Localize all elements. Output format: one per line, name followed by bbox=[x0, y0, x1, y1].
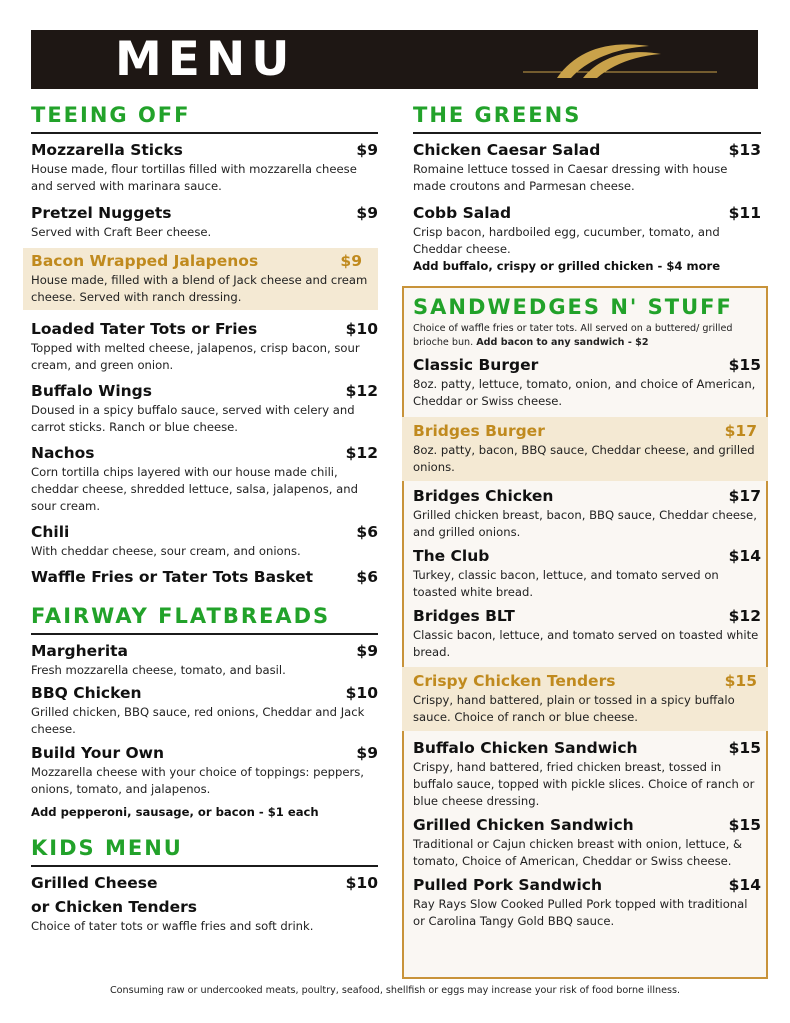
item-name: Bridges BLT bbox=[413, 607, 515, 625]
item-name: BBQ Chicken bbox=[31, 684, 142, 702]
item-price: $9 bbox=[356, 642, 378, 660]
menu-item bbox=[31, 443, 378, 515]
item-price: $15 bbox=[728, 356, 761, 374]
item-name: Waffle Fries or Tater Tots Basket bbox=[31, 568, 314, 586]
item-description: Doused in a spicy buffalo sauce, served with celery and carrot sticks. Ranch or blue cheese. bbox=[31, 403, 355, 434]
item-name: Grilled Chicken Sandwich bbox=[413, 816, 634, 834]
menu-item bbox=[31, 203, 378, 241]
section-kids-menu bbox=[31, 833, 378, 935]
menu-item bbox=[413, 140, 761, 195]
menu-item bbox=[31, 381, 378, 436]
menu-item bbox=[31, 683, 378, 738]
item-name: Buffalo Chicken Sandwich bbox=[413, 739, 638, 757]
item-price: $10 bbox=[345, 684, 378, 702]
item-name: Chili bbox=[31, 523, 70, 541]
item-description: Crisp bacon, hardboiled egg, cucumber, tomato, and Cheddar cheese. bbox=[413, 225, 720, 256]
item-price: $13 bbox=[728, 141, 761, 159]
menu-item bbox=[31, 567, 378, 588]
item-name: Pulled Pork Sandwich bbox=[413, 876, 602, 894]
item-name: Bridges Burger bbox=[413, 422, 545, 440]
divider bbox=[413, 132, 761, 134]
menu-title: MENU bbox=[115, 32, 296, 87]
section-title: SANDWEDGES N' STUFF bbox=[413, 295, 733, 319]
intro-bacon-note: Add bacon to any sandwich - $2 bbox=[476, 337, 649, 348]
item-description: Topped with melted cheese, jalapenos, crisp bacon, sour cream, and green onion. bbox=[31, 341, 360, 372]
item-price: $11 bbox=[728, 204, 761, 222]
item-price: $17 bbox=[728, 487, 761, 505]
item-price: $12 bbox=[728, 607, 761, 625]
item-description: Served with Craft Beer cheese. bbox=[31, 225, 212, 239]
menu-item bbox=[31, 140, 378, 195]
menu-item bbox=[413, 486, 761, 541]
divider bbox=[31, 132, 378, 134]
item-name: Grilled Cheese bbox=[31, 874, 158, 892]
item-price: $9 bbox=[356, 141, 378, 159]
item-description: Mozzarella cheese with your choice of toppings: peppers, onions, tomato, and jalapenos. bbox=[31, 765, 364, 796]
divider bbox=[31, 633, 378, 635]
item-name: Loaded Tater Tots or Fries bbox=[31, 320, 258, 338]
section-fairway-flatbreads bbox=[31, 601, 378, 821]
section-title: FAIRWAY FLATBREADS bbox=[31, 604, 331, 628]
section-title: THE GREENS bbox=[413, 103, 582, 127]
food-safety-disclaimer: Consuming raw or undercooked meats, poultry, seafood, shellfish or eggs may increase your risk of food borne illness. bbox=[109, 985, 681, 996]
section-teeing-off bbox=[31, 100, 378, 588]
item-price: $9 bbox=[356, 744, 378, 762]
item-description: Grilled chicken, BBQ sauce, red onions, Cheddar and Jack cheese. bbox=[31, 705, 365, 736]
item-description: Corn tortilla chips layered with our house made chili, cheddar cheese, shredded lettuce, salsa, jalapenos, and sour cream. bbox=[31, 465, 358, 513]
item-name: Margherita bbox=[31, 642, 128, 660]
item-price: $12 bbox=[345, 382, 378, 400]
menu-item bbox=[413, 606, 761, 661]
item-description: Crispy, hand battered, fried chicken breast, tossed in buffalo sauce, topped with pickle slices. Choice of ranch or blue cheese dressing. bbox=[413, 760, 755, 808]
item-name: Nachos bbox=[31, 444, 95, 462]
section-title: TEEING OFF bbox=[31, 103, 191, 127]
menu-item-featured bbox=[23, 248, 378, 310]
menu-item bbox=[31, 319, 378, 374]
menu-item bbox=[31, 873, 378, 935]
item-description: Grilled chicken breast, bacon, BBQ sauce, Cheddar cheese, and grilled onions. bbox=[413, 508, 757, 539]
item-price: $9 bbox=[340, 252, 362, 270]
item-price: $6 bbox=[356, 568, 378, 586]
item-name: Classic Burger bbox=[413, 356, 539, 374]
item-name: Buffalo Wings bbox=[31, 382, 152, 400]
item-price: $10 bbox=[345, 320, 378, 338]
divider bbox=[31, 865, 378, 867]
sandwedges-intro bbox=[413, 322, 761, 350]
item-price: $10 bbox=[345, 874, 378, 892]
item-name: Bacon Wrapped Jalapenos bbox=[31, 252, 259, 270]
greens-addon-note: Add buffalo, crispy or grilled chicken - $4 more bbox=[413, 259, 721, 273]
item-description: House made, flour tortillas filled with mozzarella cheese and served with marinara sauce. bbox=[31, 162, 357, 193]
item-description: Ray Rays Slow Cooked Pulled Pork topped with traditional or Carolina Tangy Gold BBQ sauce. bbox=[413, 897, 748, 928]
item-name: Bridges Chicken bbox=[413, 487, 554, 505]
item-name: Pretzel Nuggets bbox=[31, 204, 172, 222]
item-name: Build Your Own bbox=[31, 744, 165, 762]
section-title: KIDS MENU bbox=[31, 836, 183, 860]
item-name: Cobb Salad bbox=[413, 204, 512, 222]
left-column bbox=[31, 100, 378, 935]
menu-item-featured bbox=[402, 667, 768, 731]
menu-item bbox=[413, 355, 761, 410]
intro-text: Choice of waffle fries or tater tots. All served on a buttered/ grilled brioche bun. bbox=[413, 323, 733, 348]
menu-item bbox=[413, 815, 761, 870]
menu-item bbox=[31, 522, 378, 560]
item-price: $9 bbox=[356, 204, 378, 222]
section-sandwedges bbox=[413, 292, 761, 930]
bridge-logo bbox=[521, 36, 721, 84]
item-name: Mozzarella Sticks bbox=[31, 141, 183, 159]
item-price: $17 bbox=[724, 422, 757, 440]
flatbread-addon-note: Add pepperoni, sausage, or bacon - $1 each bbox=[31, 805, 319, 819]
item-description: Traditional or Cajun chicken breast with onion, lettuce, & tomato, Choice of American, Cheddar or Swiss cheese. bbox=[413, 837, 743, 868]
item-description: Fresh mozzarella cheese, tomato, and basil. bbox=[31, 663, 286, 677]
menu-item bbox=[31, 641, 378, 679]
section-the-greens bbox=[413, 100, 761, 275]
item-description: 8oz. patty, bacon, BBQ sauce, Cheddar cheese, and grilled onions. bbox=[413, 443, 755, 474]
item-description: Crispy, hand battered, plain or tossed in a spicy buffalo sauce. Choice of ranch or blue cheese. bbox=[413, 693, 735, 724]
item-name: The Club bbox=[413, 547, 490, 565]
item-price: $12 bbox=[345, 444, 378, 462]
item-description: 8oz. patty, lettuce, tomato, onion, and choice of American, Cheddar or Swiss cheese. bbox=[413, 377, 756, 408]
menu-item-featured bbox=[402, 417, 768, 481]
item-description: With cheddar cheese, sour cream, and onions. bbox=[31, 544, 301, 558]
menu-item bbox=[413, 875, 761, 930]
menu-item bbox=[31, 743, 378, 798]
item-description: House made, filled with a blend of Jack cheese and cream cheese. Served with ranch dressing. bbox=[31, 273, 368, 304]
item-description: Classic bacon, lettuce, and tomato served on toasted white bread. bbox=[413, 628, 759, 659]
menu-item bbox=[413, 546, 761, 601]
right-column bbox=[413, 100, 761, 275]
item-price: $14 bbox=[728, 547, 761, 565]
item-name: Crispy Chicken Tenders bbox=[413, 672, 616, 690]
item-price: $15 bbox=[724, 672, 757, 690]
item-name: Chicken Caesar Salad bbox=[413, 141, 601, 159]
item-description: Choice of tater tots or waffle fries and soft drink. bbox=[31, 919, 314, 933]
menu-item bbox=[413, 738, 761, 810]
item-price: $15 bbox=[728, 816, 761, 834]
menu-item bbox=[413, 203, 761, 258]
item-description: Turkey, classic bacon, lettuce, and tomato served on toasted white bread. bbox=[413, 568, 719, 599]
item-name-line2: or Chicken Tenders bbox=[31, 898, 197, 916]
item-price: $6 bbox=[356, 523, 378, 541]
item-description: Romaine lettuce tossed in Caesar dressing with house made croutons and Parmesan cheese. bbox=[413, 162, 728, 193]
header-bar bbox=[31, 30, 758, 89]
item-price: $15 bbox=[728, 739, 761, 757]
item-price: $14 bbox=[728, 876, 761, 894]
